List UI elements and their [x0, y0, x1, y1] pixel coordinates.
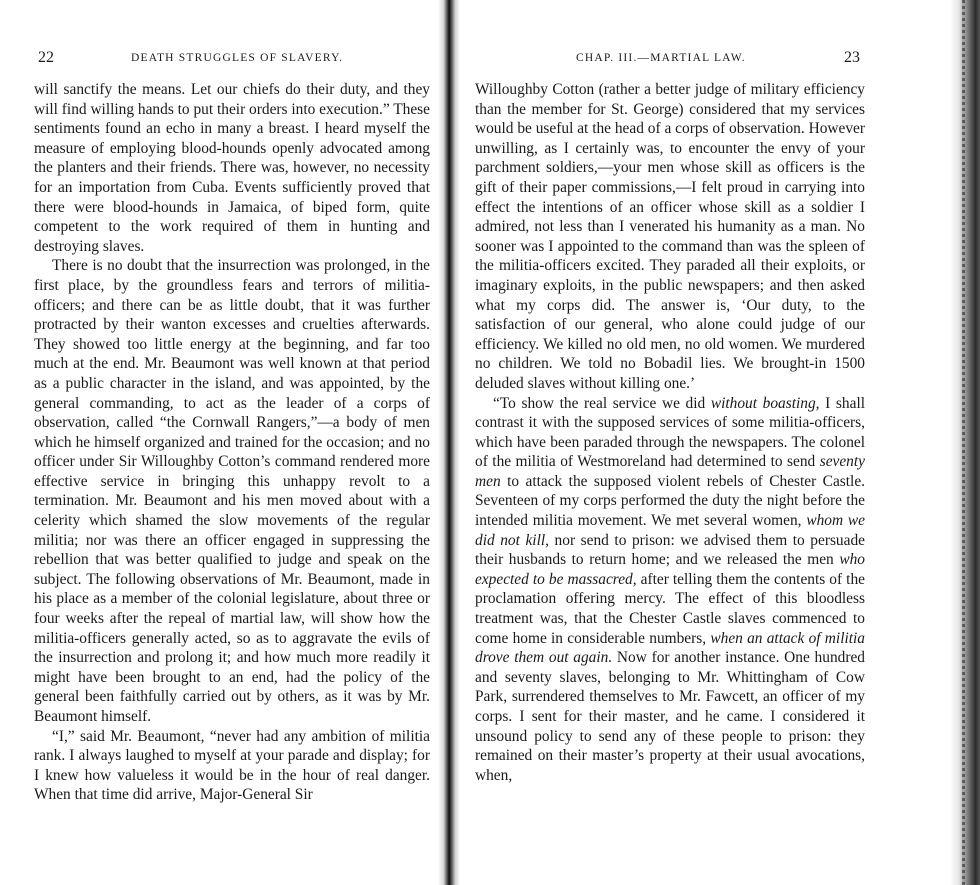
paragraph-text: Now for another instance. One hundred and seventy slaves, belonging to Mr. Whittingham of Cow Park, surrendered themselves to Mr. Fawcett, an officer of my corps. I sent for their master, and he came. I considered it unsound policy to send any of these people to prison: they remained on their master’s property at their usual avocations, when, — [475, 649, 865, 784]
right-running-head — [470, 49, 870, 72]
left-page-body — [34, 80, 430, 805]
paragraph-text: “I,” said Mr. Beaumont, “never had any ambition of militia rank. I always laughed to myself at your parade and display; for I knew how valueless it would be in the hour of real danger. When that time did arrive, Major-General Sir — [34, 727, 430, 804]
paragraph-text: “To show the real service we did — [493, 394, 711, 412]
left-paragraph — [34, 256, 430, 726]
right-page-number: 23 — [844, 49, 860, 66]
book-gutter — [438, 0, 460, 885]
left-running-title: DEATH STRUGGLES OF SLAVERY. — [131, 52, 344, 64]
paragraph-text: There is no doubt that the insurrection was prolonged, in the first place, by the groundless fears and terrors of militia-officers; and there can be as little doubt, that it was further protracted by their wanton excesses and cruelties afterwards. They showed too little energy at the beginning, and far too much at the end. Mr. Beaumont was well known at that period as a public character in the island, and was appointed, by the general commanding, to act as the leader of a corps of observation, called “the Cornwall Rangers,”—a body of men which he himself organized and trained for the occasion; and no officer under Sir Willoughby Cotton’s command rendered more effective service in bringing this unhappy revolt to a termination. Mr. Beaumont and his men moved about with a celerity which shamed the slow movements of the regular militia; nor was there an officer engaged in suppressing the rebellion that was better qualified to judge and speak on the subject. The following observations of Mr. Beaumont, made in his place as a member of the colonial legislature, about three or four weeks after the repeal of martial law, will show how the militia-officers generally acted, so as to aggravate the evils of the insurrection and prolong it; and how much more readily it might have been brought to an end, had the policy of the general been faithfully carried out by others, as it was by Mr. Beaumont himself. — [34, 257, 430, 725]
left-page-number: 22 — [38, 49, 54, 66]
paragraph-text: to attack the supposed violent rebels of Chester Castle. Seventeen of my corps performed the duty the night before the intended militia movement. We met several women, — [475, 472, 865, 530]
left-running-head — [30, 49, 430, 72]
left-paragraph — [34, 727, 430, 805]
page-edge — [950, 0, 980, 885]
right-paragraph — [475, 394, 865, 786]
paragraph-text: will sanctify the means. Let our chiefs do their duty, and they will find willing hands to put their orders into execution.” These sentiments found an echo in many a breast. I heard myself the measure of employing blood-hounds openly advocated among the planters and their friends. There was, however, no necessity for an importation from Cuba. Events sufficiently proved that there were blood-hounds in Jamaica, of biped form, quite competent to the work required of them in hunting and destroying slaves. — [34, 81, 430, 255]
right-page-body — [475, 80, 865, 785]
paragraph-text: after telling them the contents of the proclamation offering mercy. The effect of this bloodless treatment was, that the Chester Castle slaves commenced to come home in considerable numbers, — [475, 570, 865, 647]
left-paragraph — [34, 80, 430, 256]
paragraph-text: nor send to prison: we advised them to persuade their husbands to return home; and we released the men — [475, 531, 865, 569]
italic-text: when an attack of militia drove them out again. — [475, 629, 865, 667]
italic-text: seventy men — [475, 453, 865, 490]
paragraph-text: I shall contrast it with the supposed services of some militia-officers, which have been paraded through the newspapers. The colonel of the militia of Westmoreland had determined to send — [475, 394, 865, 471]
paragraph-text: Willoughby Cotton (rather a better judge of military efficiency than the member for St. George) considered that my services would be useful at the head of a corps of observation. However unwilling, as I certainly was, to encounter the envy of your parchment soldiers,—your men whose skill as officers is the gift of their paper commissions,—I felt proud in carrying into effect the intentions of an officer whose skill as a soldier I admired, not less than I venerated his humanity as a man. No sooner was I appointed to the command than was the spleen of the militia-officers excited. They paraded all their exploits, or imaginary exploits, in the public newspapers; and then asked what my corps did. The answer is, ‘Our duty, to the satisfaction of our general, who alone could judge of our efficiency. We killed no old men, no old women. We murdered no children. We told no Bobadil lies. We brought-in 1500 deluded slaves without killing one.’ — [475, 81, 865, 392]
right-paragraph — [475, 80, 865, 394]
italic-text: who expected to be massacred, — [475, 551, 865, 588]
italic-text: without boasting, — [710, 394, 820, 412]
italic-text: whom we did not kill, — [475, 512, 865, 549]
right-running-title: CHAP. III.—MARTIAL LAW. — [576, 52, 746, 64]
